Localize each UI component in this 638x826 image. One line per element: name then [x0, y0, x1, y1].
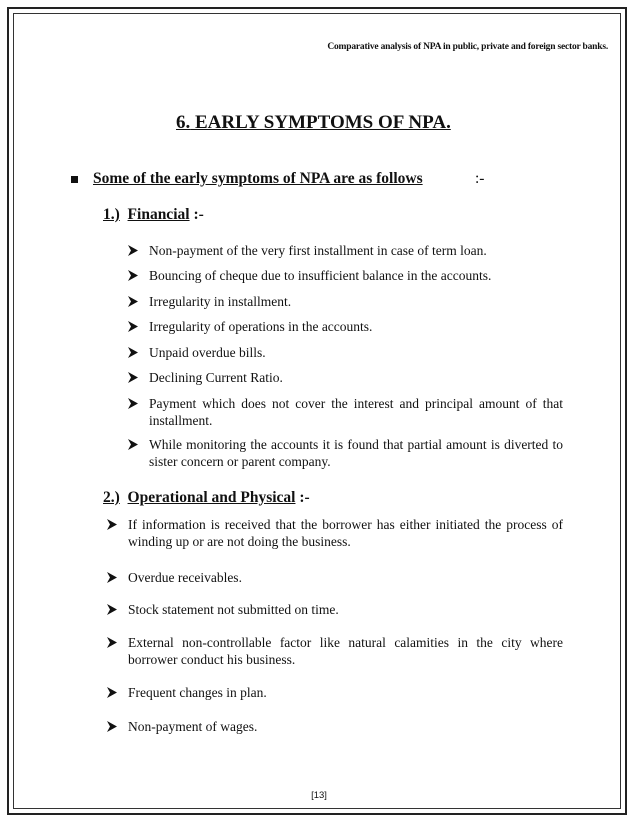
- page-number: [13]: [311, 790, 327, 801]
- arrow-bullet-icon: [106, 718, 119, 735]
- list-item: Bouncing of cheque due to insufficient balance in the accounts.: [127, 267, 563, 284]
- arrow-bullet-icon: [106, 601, 119, 618]
- section-number: 2.): [103, 489, 120, 506]
- section-financial-heading: [103, 206, 204, 224]
- square-bullet-icon: [71, 176, 78, 183]
- arrow-bullet-icon: [127, 318, 140, 335]
- intro-text: Some of the early symptoms of NPA are as follows: [93, 170, 423, 187]
- arrow-bullet-icon: [127, 369, 140, 386]
- arrow-bullet-icon: [106, 684, 119, 701]
- arrow-bullet-icon: [127, 267, 140, 284]
- chapter-heading: EARLY SYMPTOMS OF NPA.: [195, 112, 451, 133]
- arrow-bullet-icon: [127, 242, 140, 259]
- chapter-number: 6.: [176, 112, 191, 133]
- list-item: Non-payment of the very first installment in case of term loan.: [127, 242, 563, 259]
- list-item: Overdue receivables.: [106, 569, 563, 586]
- list-item: Payment which does not cover the interest and principal amount of that installment.: [127, 395, 563, 429]
- running-header: Comparative analysis of NPA in public, private and foreign sector banks.: [327, 42, 608, 52]
- list-item: Irregularity in installment.: [127, 293, 563, 310]
- arrow-bullet-icon: [127, 344, 140, 361]
- section-suffix: :-: [299, 489, 310, 506]
- list-item: Irregularity of operations in the accounts.: [127, 318, 563, 335]
- list-item: While monitoring the accounts it is found that partial amount is diverted to sister concern or parent company.: [127, 436, 563, 470]
- list-item: Stock statement not submitted on time.: [106, 601, 563, 618]
- list-item: Declining Current Ratio.: [127, 369, 563, 386]
- arrow-bullet-icon: [106, 569, 119, 586]
- list-item: Unpaid overdue bills.: [127, 344, 563, 361]
- arrow-bullet-icon: [127, 436, 140, 453]
- section-suffix: :-: [193, 206, 204, 223]
- section-title: Operational and Physical: [127, 489, 296, 506]
- list-item: External non-controllable factor like natural calamities in the city where borrower conduct his business.: [106, 634, 563, 668]
- section-operational-heading: [103, 489, 310, 507]
- list-item: Non-payment of wages.: [106, 718, 563, 735]
- arrow-bullet-icon: [127, 293, 140, 310]
- arrow-bullet-icon: [106, 634, 119, 651]
- intro-suffix: :-: [475, 170, 485, 187]
- section-number: 1.): [103, 206, 120, 223]
- section-title: Financial: [127, 206, 190, 223]
- arrow-bullet-icon: [127, 395, 140, 412]
- list-item: If information is received that the borrower has either initiated the process of winding up or are not doing the business.: [106, 516, 563, 550]
- chapter-title: [176, 112, 451, 134]
- list-item: Frequent changes in plan.: [106, 684, 563, 701]
- arrow-bullet-icon: [106, 516, 119, 533]
